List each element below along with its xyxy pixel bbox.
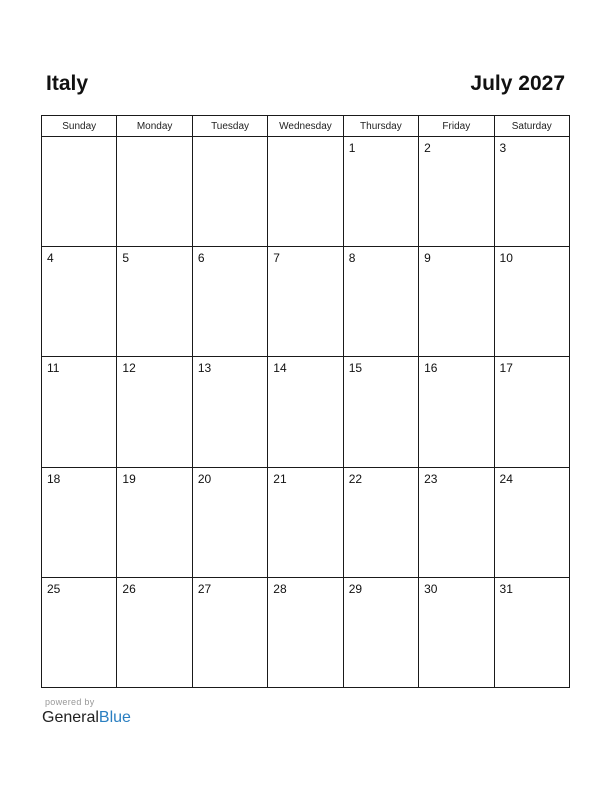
day-cell bbox=[494, 137, 569, 247]
logo-text-blue: Blue bbox=[98, 709, 131, 726]
day-cell bbox=[117, 467, 192, 577]
day-number: 9 bbox=[424, 251, 431, 266]
day-number: 26 bbox=[122, 581, 136, 596]
day-number: 11 bbox=[47, 361, 60, 376]
weekday-header: Sunday bbox=[42, 116, 117, 137]
day-cell bbox=[192, 247, 267, 357]
day-cell bbox=[494, 577, 569, 687]
day-cell bbox=[42, 577, 117, 687]
weekday-header: Friday bbox=[419, 116, 494, 137]
day-number: 6 bbox=[197, 251, 205, 266]
day-number: 16 bbox=[424, 361, 438, 376]
weekday-header: Wednesday bbox=[268, 116, 343, 137]
day-number: 3 bbox=[499, 141, 507, 155]
day-number bbox=[193, 137, 267, 141]
week-row bbox=[42, 357, 570, 467]
day-number: 31 bbox=[499, 581, 513, 596]
day-number: 17 bbox=[499, 361, 513, 376]
generalblue-logo[interactable] bbox=[42, 709, 131, 727]
day-cell bbox=[343, 357, 418, 467]
day-number: 23 bbox=[424, 471, 438, 486]
day-number: 29 bbox=[348, 581, 363, 596]
day-number: 13 bbox=[197, 361, 212, 376]
day-number: 1 bbox=[348, 141, 356, 155]
day-cell bbox=[192, 357, 267, 467]
week-row bbox=[42, 247, 570, 357]
day-number: 22 bbox=[348, 471, 363, 486]
day-cell bbox=[268, 247, 343, 357]
day-number bbox=[117, 137, 191, 141]
day-number: 12 bbox=[122, 361, 136, 376]
weekday-header-row bbox=[42, 116, 570, 137]
day-cell bbox=[42, 247, 117, 357]
weekday-header: Saturday bbox=[494, 116, 569, 137]
day-cell bbox=[117, 247, 192, 357]
day-number: 2 bbox=[424, 141, 431, 155]
day-cell bbox=[192, 467, 267, 577]
logo-text-general: General bbox=[42, 709, 99, 726]
day-cell bbox=[268, 467, 343, 577]
day-number: 4 bbox=[47, 251, 54, 266]
day-cell bbox=[343, 137, 418, 247]
day-cell bbox=[494, 467, 569, 577]
day-cell bbox=[42, 137, 117, 247]
day-number: 7 bbox=[273, 251, 280, 266]
day-number: 10 bbox=[499, 251, 513, 266]
day-number: 20 bbox=[197, 471, 212, 486]
calendar-grid bbox=[41, 115, 570, 688]
day-cell bbox=[419, 357, 494, 467]
day-cell bbox=[117, 577, 192, 687]
day-cell bbox=[343, 247, 418, 357]
day-number: 5 bbox=[122, 251, 130, 266]
day-cell bbox=[192, 577, 267, 687]
weekday-header: Monday bbox=[117, 116, 192, 137]
day-cell bbox=[117, 137, 192, 247]
weekday-header: Tuesday bbox=[192, 116, 267, 137]
day-cell bbox=[419, 137, 494, 247]
day-cell bbox=[268, 137, 343, 247]
day-number: 28 bbox=[273, 581, 287, 596]
day-cell bbox=[192, 137, 267, 247]
day-cell bbox=[343, 577, 418, 687]
day-number: 24 bbox=[499, 471, 513, 486]
day-number: 19 bbox=[122, 471, 136, 486]
day-cell bbox=[42, 467, 117, 577]
day-number: 18 bbox=[47, 471, 61, 486]
day-number: 30 bbox=[424, 581, 438, 596]
day-cell bbox=[419, 577, 494, 687]
day-number: 14 bbox=[273, 361, 287, 376]
day-cell bbox=[343, 467, 418, 577]
day-number: 21 bbox=[273, 471, 287, 486]
month-title: July 2027 bbox=[470, 72, 565, 95]
day-number: 27 bbox=[197, 581, 212, 596]
day-cell bbox=[42, 357, 117, 467]
country-title: Italy bbox=[46, 72, 89, 95]
day-cell bbox=[494, 357, 569, 467]
day-cell bbox=[268, 577, 343, 687]
day-cell bbox=[419, 467, 494, 577]
day-number: 15 bbox=[348, 361, 363, 376]
weekday-header: Thursday bbox=[343, 116, 418, 137]
day-number bbox=[268, 137, 342, 141]
week-row bbox=[42, 577, 570, 687]
day-cell bbox=[494, 247, 569, 357]
week-row bbox=[42, 467, 570, 577]
day-cell bbox=[268, 357, 343, 467]
week-row bbox=[42, 137, 570, 247]
day-number bbox=[42, 137, 116, 141]
day-cell bbox=[117, 357, 192, 467]
day-cell bbox=[419, 247, 494, 357]
day-number: 8 bbox=[348, 251, 356, 266]
powered-by-text: powered by bbox=[45, 697, 95, 707]
day-number: 25 bbox=[47, 581, 61, 596]
